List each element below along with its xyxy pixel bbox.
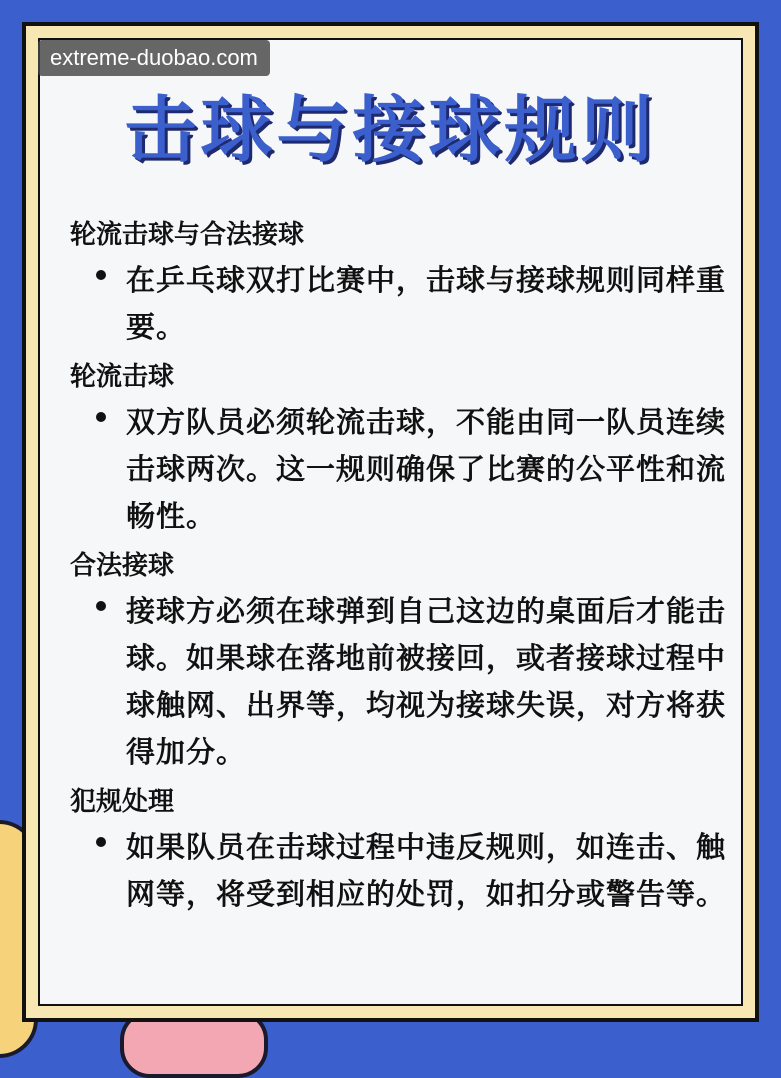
- section-turn-and-legal-receive: [70, 213, 730, 351]
- section-heading: 合法接球: [70, 551, 175, 581]
- page-title: 击球与接球规则: [124, 88, 657, 172]
- section-heading: 犯规处理: [70, 787, 175, 817]
- section-turn-hitting: [70, 355, 730, 540]
- bullet-text: 接球方必须在球弹到自己这边的桌面后才能击球。如果球在落地前被接回，或者接球过程中球触网、出界等，均视为接球失误，对方将获得加分。: [126, 594, 727, 769]
- watermark-label: extreme-duobao.com: [38, 40, 270, 76]
- section-legal-receive: [70, 544, 730, 776]
- section-heading: 轮流击球与合法接球: [70, 220, 305, 250]
- bullet-icon: [96, 270, 106, 280]
- bullet-text: 在乒乓球双打比赛中，击球与接球规则同样重要。: [126, 263, 727, 344]
- bullet-text: 如果队员在击球过程中违反规则，如连击、触网等，将受到相应的处罚，如扣分或警告等。: [126, 830, 727, 911]
- bullet-item: [70, 824, 730, 918]
- bullet-item: [70, 257, 730, 351]
- bullet-text: 双方队员必须轮流击球，不能由同一队员连续击球两次。这一规则确保了比赛的公平性和流畅性。: [126, 405, 727, 533]
- bullet-icon: [96, 837, 106, 847]
- section-heading: 轮流击球: [70, 362, 175, 392]
- bullet-item: [70, 588, 730, 776]
- bullet-item: [70, 399, 730, 540]
- rules-content: [70, 213, 730, 922]
- bullet-icon: [96, 412, 106, 422]
- bullet-icon: [96, 601, 106, 611]
- section-foul-handling: [70, 780, 730, 918]
